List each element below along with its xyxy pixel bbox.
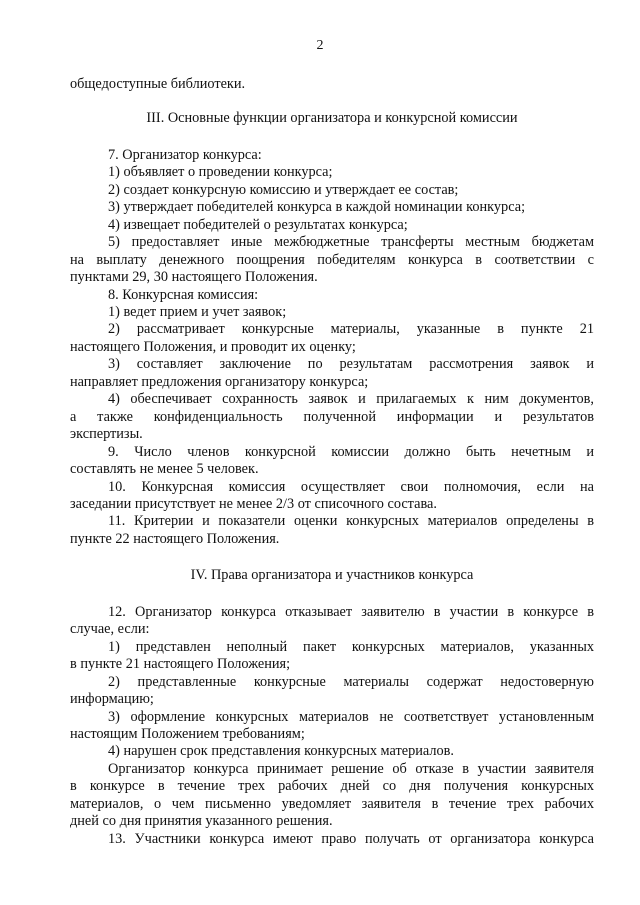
clause-12-item-1-line-2: в пункте 21 настоящего Положения; <box>70 656 291 673</box>
clause-11-line-1: 11. Критерии и показатели оценки конкурсных материалов определены в <box>108 513 594 530</box>
clause-12-decision-line-4: дней со дня принятия указанного решения. <box>70 813 333 830</box>
clause-10-line-1: 10. Конкурсная комиссия осуществляет свои полномочия, если на <box>108 478 594 495</box>
clause-12-line-1: 12. Организатор конкурса отказывает заявителю в участии в конкурсе в <box>108 603 594 620</box>
clause-12-item-2-line-2: информацию; <box>70 691 154 708</box>
clause-8-item-3-line-2: направляет предложения организатору конкурса; <box>70 373 369 390</box>
clause-10-line-2: заседании присутствует не менее 2/3 от списочного состава. <box>70 495 437 512</box>
clause-8-item-1: 1) ведет прием и учет заявок; <box>108 303 287 320</box>
clause-12-decision-line-3: материалов, о чем письменно уведомляет заявителя в течение трех рабочих <box>70 795 594 812</box>
clause-12-line-2: случае, если: <box>70 621 150 638</box>
clause-12-item-4: 4) нарушен срок представления конкурсных материалов. <box>108 743 454 760</box>
clause-11-line-2: пункте 22 настоящего Положения. <box>70 530 280 547</box>
document-body <box>70 76 594 848</box>
clause-9-line-2: составлять не менее 5 человек. <box>70 461 259 478</box>
clause-12-item-3-line-1: 3) оформление конкурсных материалов не соответствует установленным <box>108 708 594 725</box>
clause-8-item-4-line-1: 4) обеспечивает сохранность заявок и прилагаемых к ним документов, <box>108 391 594 408</box>
clause-12-item-3-line-2: настоящим Положением требованиям; <box>70 725 305 742</box>
clause-7-item-2: 2) создает конкурсную комиссию и утверждает ее состав; <box>108 181 459 198</box>
clause-7-item-5-line-3: пунктами 29, 30 настоящего Положения. <box>70 269 318 286</box>
clause-13-line-1: 13. Участники конкурса имеют право получать от организатора конкурса <box>108 830 594 847</box>
clause-8-item-2-line-1: 2) рассматривает конкурсные материалы, указанные в пункте 21 <box>108 321 594 338</box>
clause-12-item-1-line-1: 1) представлен неполный пакет конкурсных материалов, указанных <box>108 638 594 655</box>
clause-7-item-1: 1) объявляет о проведении конкурса; <box>108 164 333 181</box>
clause-12-decision-line-2: в конкурсе в течение трех рабочих дней со дня получения конкурсных <box>70 778 594 795</box>
intro-line: общедоступные библиотеки. <box>70 76 246 92</box>
section-4-heading: IV. Права организатора и участников конкурса <box>190 567 474 584</box>
clause-12-item-2-line-1: 2) представленные конкурсные материалы содержат недостоверную <box>108 673 594 690</box>
clause-9-line-1: 9. Число членов конкурсной комиссии должно быть нечетным и <box>108 443 594 460</box>
clause-8-title: 8. Конкурсная комиссия: <box>108 286 259 303</box>
clause-8-item-4-line-2: а также конфиденциальность полученной информации и результатов <box>70 408 594 425</box>
clause-7-item-5-line-1: 5) предоставляет иные межбюджетные трансферты местным бюджетам <box>108 234 594 251</box>
page-number: 2 <box>316 38 324 53</box>
clause-8-item-4-line-3: экспертизы. <box>70 426 143 443</box>
clause-7-item-3: 3) утверждает победителей конкурса в каждой номинации конкурса; <box>108 199 526 216</box>
clause-7-item-4: 4) извещает победителей о результатах конкурса; <box>108 216 408 233</box>
clause-7-item-5-line-2: на выплату денежного поощрения победителям конкурса в соответствии с <box>70 251 594 268</box>
section-3-heading: III. Основные функции организатора и конкурсной комиссии <box>146 110 518 127</box>
clause-12-decision-line-1: Организатор конкурса принимает решение об отказе в участии заявителя <box>108 760 594 777</box>
clause-7-title: 7. Организатор конкурса: <box>108 146 262 163</box>
clause-8-item-3-line-1: 3) составляет заключение по результатам рассмотрения заявок и <box>108 356 594 373</box>
clause-8-item-2-line-2: настоящего Положения, и проводит их оценку; <box>70 338 356 355</box>
